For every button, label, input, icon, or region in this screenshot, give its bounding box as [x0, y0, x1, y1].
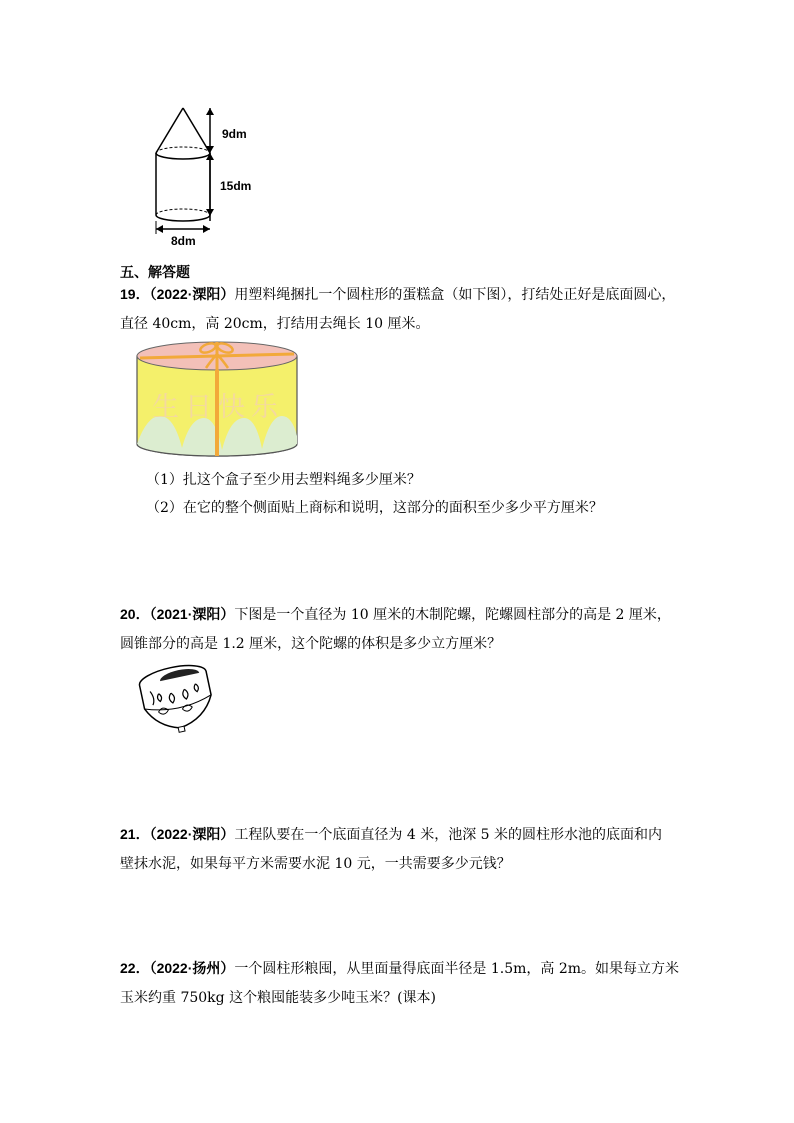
- question-source: （2022·溧阳）: [149, 286, 235, 302]
- question-text: 下图是一个直径为 10 厘米的木制陀螺，陀螺圆柱部分的高是 2 厘米，: [234, 607, 671, 623]
- q21-line1: [120, 818, 662, 851]
- question-text: 用塑料绳捆扎一个圆柱形的蛋糕盒（如下图），打结处正好是底面圆心，: [234, 287, 676, 303]
- q19-line1: [120, 278, 675, 311]
- q19-line2: 直径 40cm，高 20cm，打结用去绳长 10 厘米。: [120, 316, 430, 332]
- q20-line2: 圆锥部分的高是 1.2 厘米，这个陀螺的体积是多少立方厘米？: [120, 636, 502, 652]
- q19-subquestion-1: （1）扎这个盒子至少用去塑料绳多少厘米？: [146, 472, 421, 488]
- question-number: 20．: [120, 606, 150, 622]
- top-tip: [178, 726, 185, 732]
- arrow-left-icon: [156, 225, 163, 233]
- top-ellipse-back: [156, 147, 210, 153]
- question-number: 19．: [120, 286, 150, 302]
- question-number: 22．: [120, 960, 150, 976]
- question-text: 工程队要在一个底面直径为 4 米，池深 5 米的圆柱形水池的底面和内: [234, 827, 663, 843]
- q21-line2: 壁抹水泥，如果每平方米需要水泥 10 元，一共需要多少元钱？: [120, 856, 511, 872]
- arrow-up-icon: [206, 108, 214, 115]
- question-text: 一个圆柱形粮囤，从里面量得底面半径是 1.5m，高 2m。如果每立方米: [234, 961, 680, 977]
- arrow-right-icon: [203, 225, 210, 233]
- arrow-up-icon: [206, 153, 214, 160]
- q20-line1: [120, 598, 671, 631]
- cylinder-height-label: 15dm: [220, 179, 252, 193]
- cone-cylinder-figure: [140, 100, 270, 250]
- question-number: 21．: [120, 826, 150, 842]
- spinning-top-figure: [134, 658, 220, 736]
- section-title: 五、解答题: [120, 264, 190, 280]
- bottom-ellipse-back: [156, 209, 210, 215]
- question-source: （2021·溧阳）: [149, 606, 235, 622]
- cone-right-edge: [183, 108, 210, 153]
- q19-subquestion-2: （2）在它的整个侧面贴上商标和说明，这部分的面积至少多少平方厘米？: [146, 500, 603, 516]
- top-ellipse-front: [156, 153, 210, 159]
- q22-line1: [120, 952, 679, 985]
- cone-left-edge: [156, 108, 183, 153]
- diameter-label: 8dm: [171, 234, 196, 248]
- cone-height-label: 9dm: [222, 127, 247, 141]
- question-source: （2022·扬州）: [149, 960, 235, 976]
- question-source: （2022·溧阳）: [149, 826, 235, 842]
- q22-line2: 玉米约重 750kg 这个粮囤能装多少吨玉米？(课本): [120, 990, 436, 1006]
- cake-text: 生日快乐: [152, 392, 284, 422]
- bottom-ellipse-front: [156, 215, 210, 221]
- cake-box-figure: [132, 336, 302, 460]
